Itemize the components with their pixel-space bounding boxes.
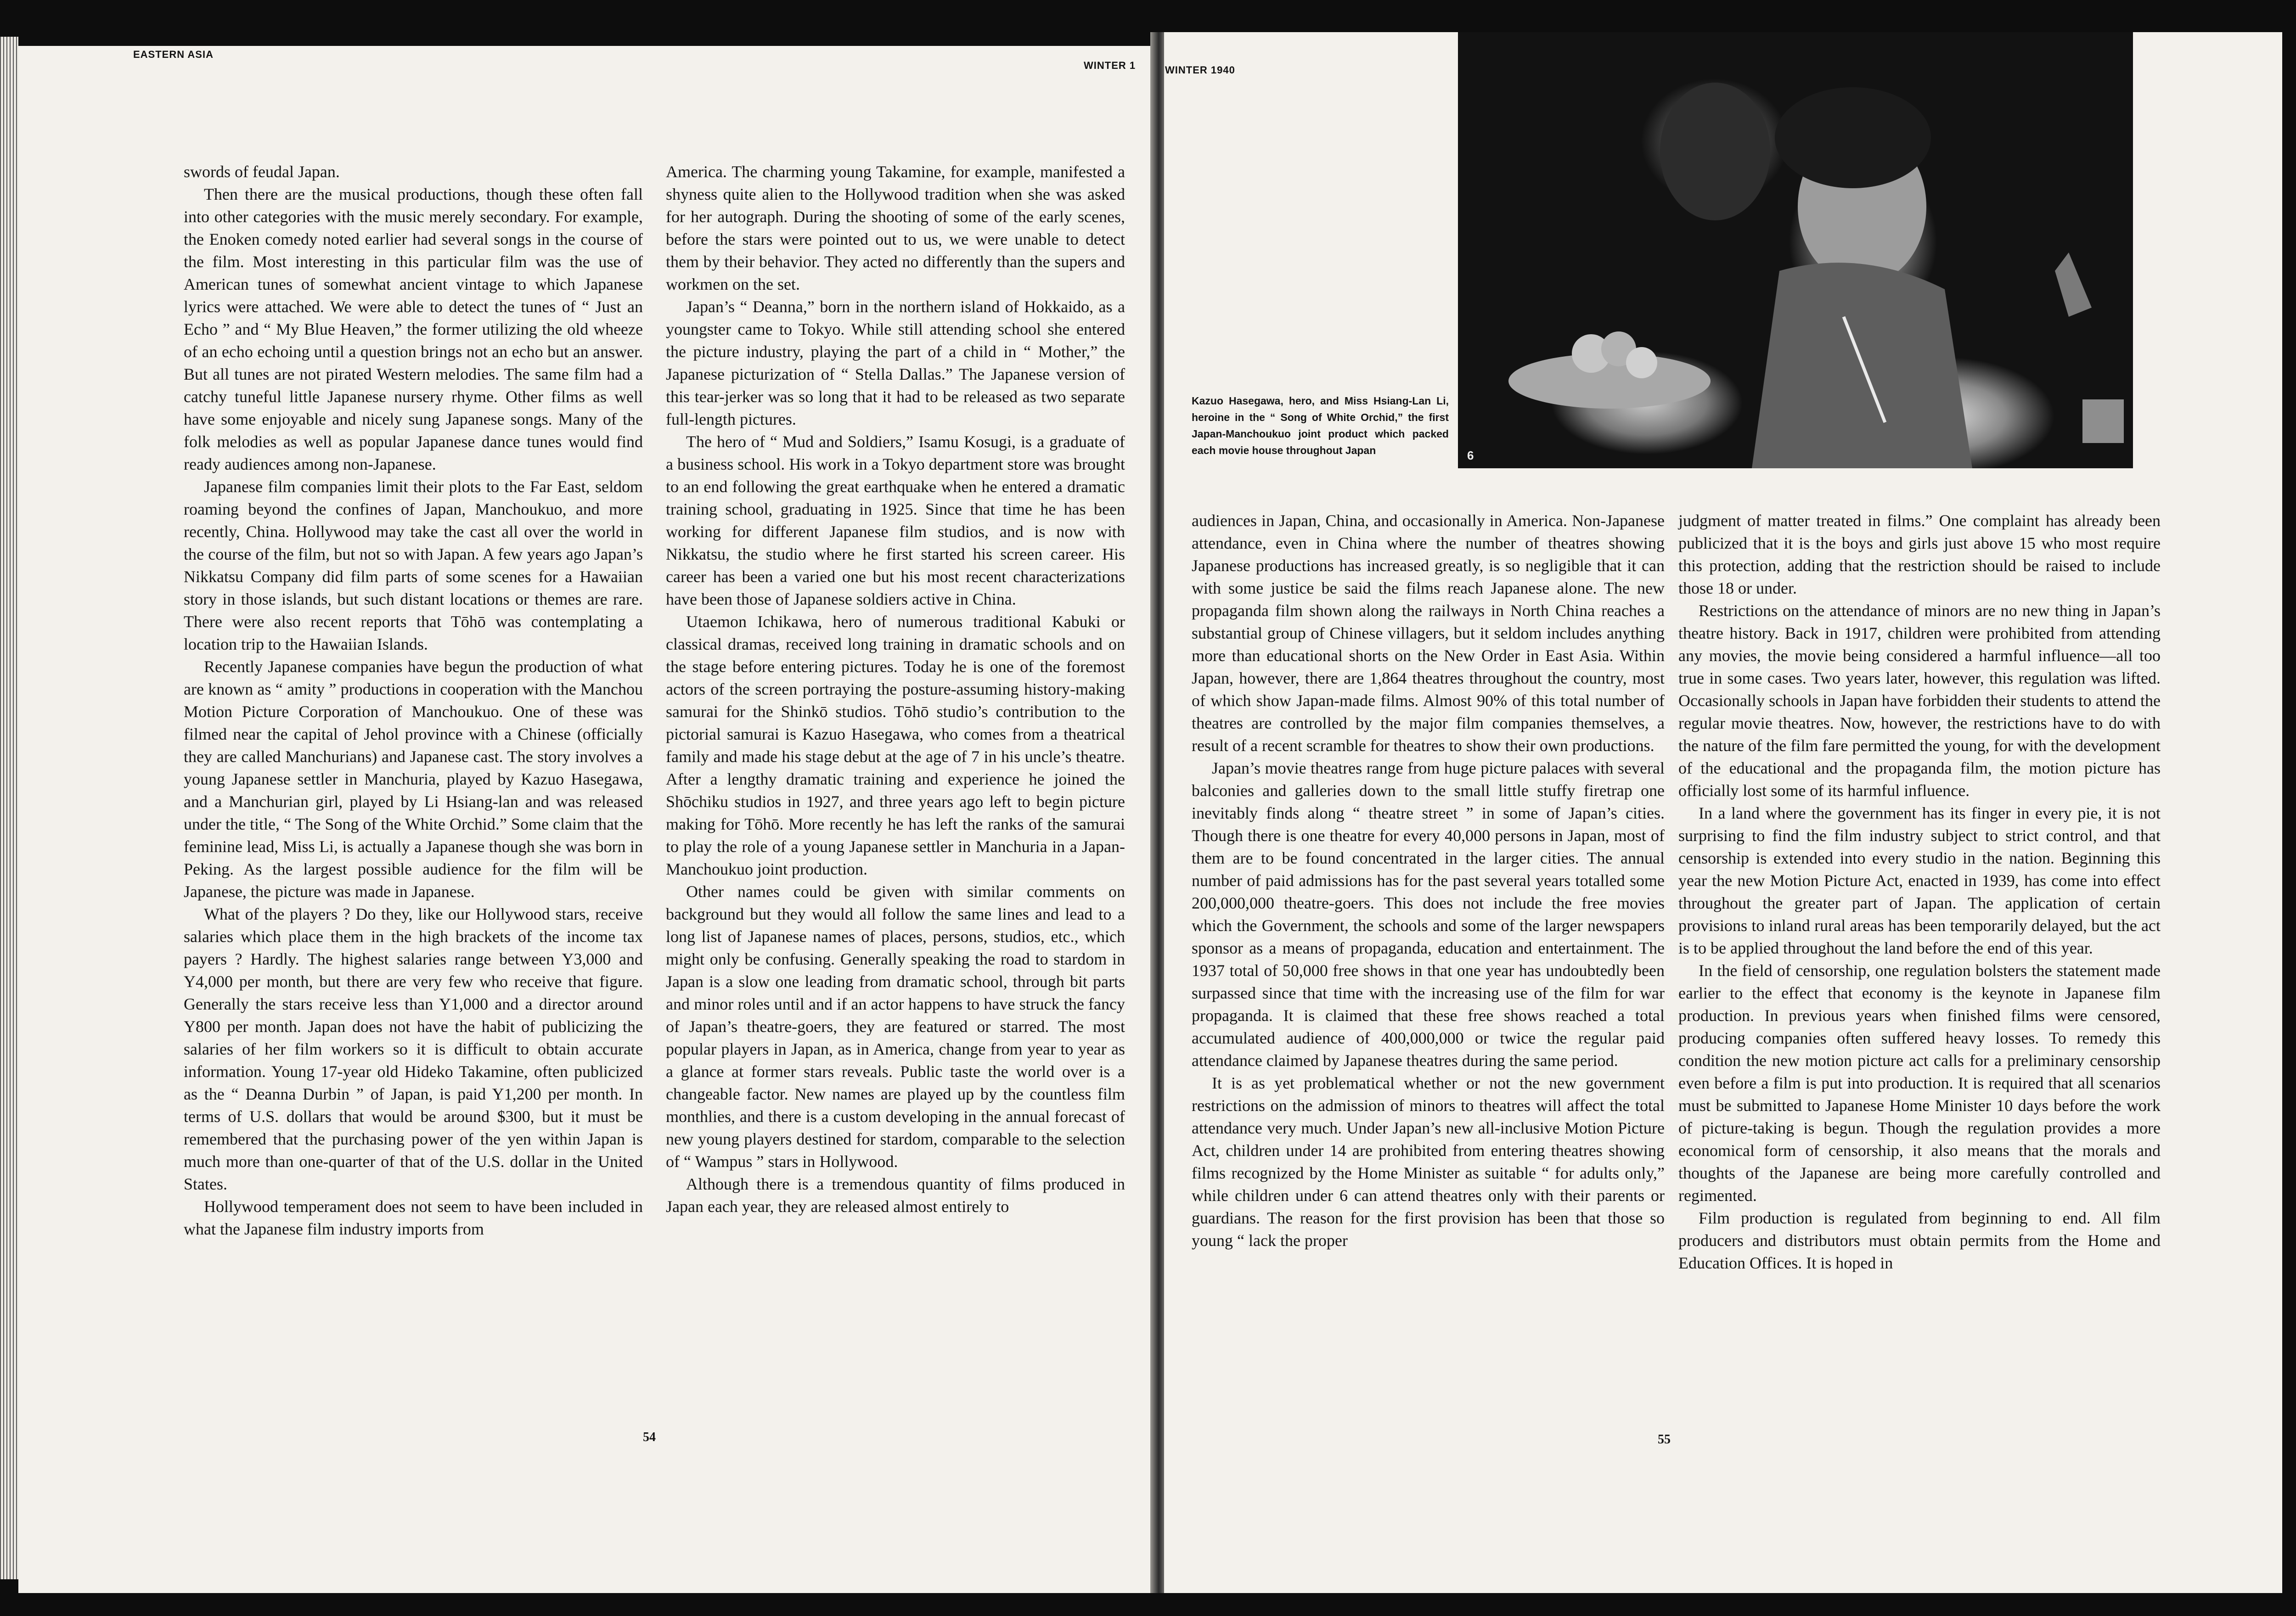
running-head-left-cut: WINTER 1: [1084, 60, 1136, 71]
paragraph: The hero of “ Mud and Soldiers,” Isamu Kosugi, is a graduate of a business school. His work in a Tokyo department store was brought to an end following the great earthquake when he entered a dramatic training school, graduating in 1925. Since that time he has been working for different Japanese film studios, and is now with Nikkatsu, the studio where he first started his screen career. His career has been a varied one but his most recent characterizations have been those of Japanese soldiers active in China.: [666, 432, 1125, 608]
left-page-column-2: [666, 161, 1125, 1218]
page-number: 54: [643, 1430, 656, 1444]
paragraph: judgment of matter treated in films.” One complaint has already been publicized that it is the boys and girls just above 15 who most require this protection, adding that the restriction should be raised to include those 18 or under.: [1678, 511, 2161, 597]
paragraph: What of the players ? Do they, like our Hollywood stars, receive salaries which place them in the high brackets of the income tax payers ? Hardly. The highest salaries range between Y3,000 and Y4,000 per month, but there are very few who receive that figure. Generally the stars receive less than Y1,000 and a director around Y800 per month. Japan does not have the habit of publicizing the salaries of her film workers so it is difficult to obtain accurate information. Young 17-year old Hideko Takamine, often publicized as the “ Deanna Durbin ” of Japan, is paid Y1,200 per month. In terms of U.S. dollars that would be around $300, but it must be remembered that the purchasing power of the yen within Japan is much more than one-quarter of that of the U.S. dollar in the United States.: [184, 905, 643, 1193]
film-still-photo: [1458, 32, 2133, 468]
paragraph: Other names could be given with similar comments on background but they would all follow the same lines and lead to a long list of Japanese names of places, persons, studios, etc., which might only be confusing. Generally speaking the road to stardom in Japan is a slow one leading from dramatic school, through bit parts and minor roles until and if an actor happens to have struck the fancy of Japan’s theatre-goers, they are featured or starred. The most popular players in Japan, as in America, change from year to year as a glance at former stars reveals. Public taste the world over is a changeable factor. New names are played up by the countless film monthlies, and there is a custom developing in the annual forecast of new young players destined for stardom, comparable to the selection of “ Wampus ” stars in Hollywood.: [666, 882, 1125, 1171]
paragraph: Japanese film companies limit their plots to the Far East, seldom roaming beyond the confines of Japan, Manchoukuo, and more recently, China. Hollywood may take the cast all over the world in the course of the film, but not so with Japan. A few years ago Japan’s Nikkatsu Company did film parts of some scenes for a Hawaiian story in those islands, but such distant locations or themes are rare. There were also recent reports that Tōhō was contemplating a location trip to the Hawaiian Islands.: [184, 477, 643, 653]
left-page: [18, 46, 1159, 1593]
running-head-right: WINTER 1940: [1165, 64, 1235, 76]
film-still-illustration: [1458, 32, 2133, 468]
book-edge-left: [0, 37, 18, 1579]
paragraph: Although there is a tremendous quantity of films produced in Japan each year, they are released almost entirely to: [666, 1175, 1125, 1216]
paragraph: Recently Japanese companies have begun the production of what are known as “ amity ” productions in cooperation with the Manchou Motion Picture Corporation of Manchoukuo. One of these was filmed near the capital of Jehol province with a Chinese (officially they are called Manchurians) and Japanese cast. The story involves a young Japanese settler in Manchuria, played by Kazuo Hasegawa, and a Manchurian girl, played by Li Hsiang-lan and was released under the title, “ The Song of the White Orchid.” Some claim that the feminine lead, Miss Li, is actually a Japanese though she was born in Peking. As the largest possible audience for the film will be Japanese, the picture was made in Japanese.: [184, 657, 643, 901]
paragraph: Utaemon Ichikawa, hero of numerous traditional Kabuki or classical dramas, received long training in dramatic schools and on the stage before entering pictures. Today he is one of the foremost actors of the screen portraying the posture-assuming history-making samurai for the Shinkō studios. Tōhō studio’s contribution to the pictorial samurai is Kazuo Hasegawa, who comes from a theatrical family and made his stage debut at the age of 7 in his uncle’s theatre. After a lengthy dramatic training and experience he joined the Shōchiku studios in 1927, and three years ago left to begin picture making for Tōhō. More recently he has left the ranks of the samurai to play the role of a young Japanese settler in Manchuria in a Japan-Manchoukuo joint production.: [666, 612, 1125, 878]
page-number: 55: [1658, 1432, 1671, 1447]
right-page-column-2: [1678, 510, 2161, 1274]
paragraph: Japan’s “ Deanna,” born in the northern island of Hokkaido, as a youngster came to Tokyo. While still attending school she entered the picture industry, playing the part of a child in “ Mother,” the Japanese picturization of “ Stella Dallas.” The Japanese version of this tear-jerker was so long that it had to be released as two separate full-length pictures.: [666, 297, 1125, 428]
paragraph: It is as yet problematical whether or not the new government restrictions on the admission of minors to theatres will affect the total attendance very much. Under Japan’s new all-inclusive Motion Picture Act, children under 14 are prohibited from entering theatres showing films recognized by the Home Minister as suitable “ for adults only,” while children under 6 can attend theatres only with their parents or guardians. The reason for the first provision has been that those so young “ lack the proper: [1192, 1074, 1665, 1250]
paragraph: Film production is regulated from beginning to end. All film producers and distributors must obtain permits from the Home and Education Offices. It is hoped in: [1678, 1209, 2161, 1272]
photo-caption: Kazuo Hasegawa, hero, and Miss Hsiang-Lan Li, heroine in the “ Song of White Orchid,” the first Japan-Manchoukuo joint product which packed each movie house throughout Japan: [1192, 395, 1449, 456]
paragraph: Hollywood temperament does not seem to have been included in what the Japanese film industry imports from: [184, 1197, 643, 1238]
right-page: [1164, 32, 2282, 1593]
photo-number: 6: [1467, 449, 1474, 462]
right-page-column-1: [1192, 510, 1665, 1252]
paragraph: swords of feudal Japan.: [184, 163, 340, 181]
left-page-column-1: [184, 161, 643, 1240]
paragraph: Restrictions on the attendance of minors are no new thing in Japan’s theatre history. Back in 1917, children were prohibited from attending any movies, the movie being considered a harmful influence—all too true in some cases. Two years later, however, this regulation was lifted. Occasionally schools in Japan have forbidden their students to attend the regular movie theatres. Now, however, the restrictions have to do with the nature of the film fare permitted the young, for with the development of the educational and the propaganda film, the motion picture has officially lost some of its harmful influence.: [1678, 601, 2161, 800]
paragraph: In the field of censorship, one regulation bolsters the statement made earlier to the effect that economy is the keynote in Japanese film production. In previous years when finished films were censored, producing companies often suffered heavy losses. To remedy this condition the new motion picture act calls for a preliminary censorship even before a film is put into production. It is required that all scenarios must be submitted to Japanese Home Minister 10 days before the work of picture-taking is begun. Though the regulation provides a more economical form of censorship, it also means that the morals and thoughts of the Japanese are being more carefully controlled and regimented.: [1678, 961, 2161, 1205]
paragraph: In a land where the government has its finger in every pie, it is not surprising to find the film industry subject to strict control, and that censorship is extended into every studio in the nation. Beginning this year the new Motion Picture Act, enacted in 1939, has come into effect throughout the greater part of Japan. The application of certain provisions to inland rural areas has been temporarily delayed, but the act is to be applied throughout the land before the end of this year.: [1678, 804, 2161, 957]
paragraph: audiences in Japan, China, and occasionally in America. Non-Japanese attendance, even in China where the number of theatres showing Japanese productions has increased greatly, is so negligible that it can with some justice be said the films reach Japanese alone. The new propaganda film shown along the railways in North China reaches a substantial group of Chinese villagers, but it seldom includes anything more than educational shorts on the New Order in East Asia. Within Japan, however, there are 1,864 theatres throughout the country, most of which show Japan-made films. Almost 90% of this total number of theatres are controlled by the major film companies themselves, a result of a recent scramble for theatres to show their own productions.: [1192, 511, 1665, 755]
running-head-left: EASTERN ASIA: [133, 49, 214, 60]
paragraph: Then there are the musical productions, though these often fall into other categories with the music merely secondary. For example, the Enoken comedy noted earlier had several songs in the course of the film. Most interesting in this particular film was the use of American tunes of somewhat ancient vintage to which Japanese lyrics were attached. We were able to detect the tunes of “ Just an Echo ” and “ My Blue Heaven,” the former utilizing the old wheeze of an echo echoing until a question brings not an echo but an answer. But all tunes are not pirated Western melodies. The same film had a catchy tuneful little Japanese nursery rhyme. Other films as well have some enjoyable and nicely sung Japanese songs. Many of the folk melodies as well as popular Japanese dance tunes would find ready audiences among non-Japanese.: [184, 185, 643, 473]
paragraph: America. The charming young Takamine, for example, manifested a shyness quite alien to the Hollywood tradition when she was asked for her autograph. During the shooting of some of the early scenes, before the stars were pointed out to us, we were unable to detect them by their behavior. They acted no differently than the supers and workmen on the set.: [666, 163, 1125, 293]
paragraph: Japan’s movie theatres range from huge picture palaces with several balconies and galleries down to the small little stuffy firetrap one inevitably finds along “ theatre street ” in some of Japan’s cities. Though there is one theatre for every 40,000 persons in Japan, most of them are to be found concentrated in the larger cities. The annual number of paid admissions has for the past several years totalled some 200,000,000 theatre-goers. This does not include the free movies which the Government, the schools and some of the larger newspapers sponsor as a means of propaganda, education and entertainment. The 1937 total of 50,000 free shows in that one year has undoubtedly been surpassed since that time with the increasing use of the film for war propaganda. It is claimed that these free shows reached a total accumulated audience of 400,000,000 or twice the regular paid attendance claimed by Japanese theatres during the same period.: [1192, 759, 1665, 1070]
